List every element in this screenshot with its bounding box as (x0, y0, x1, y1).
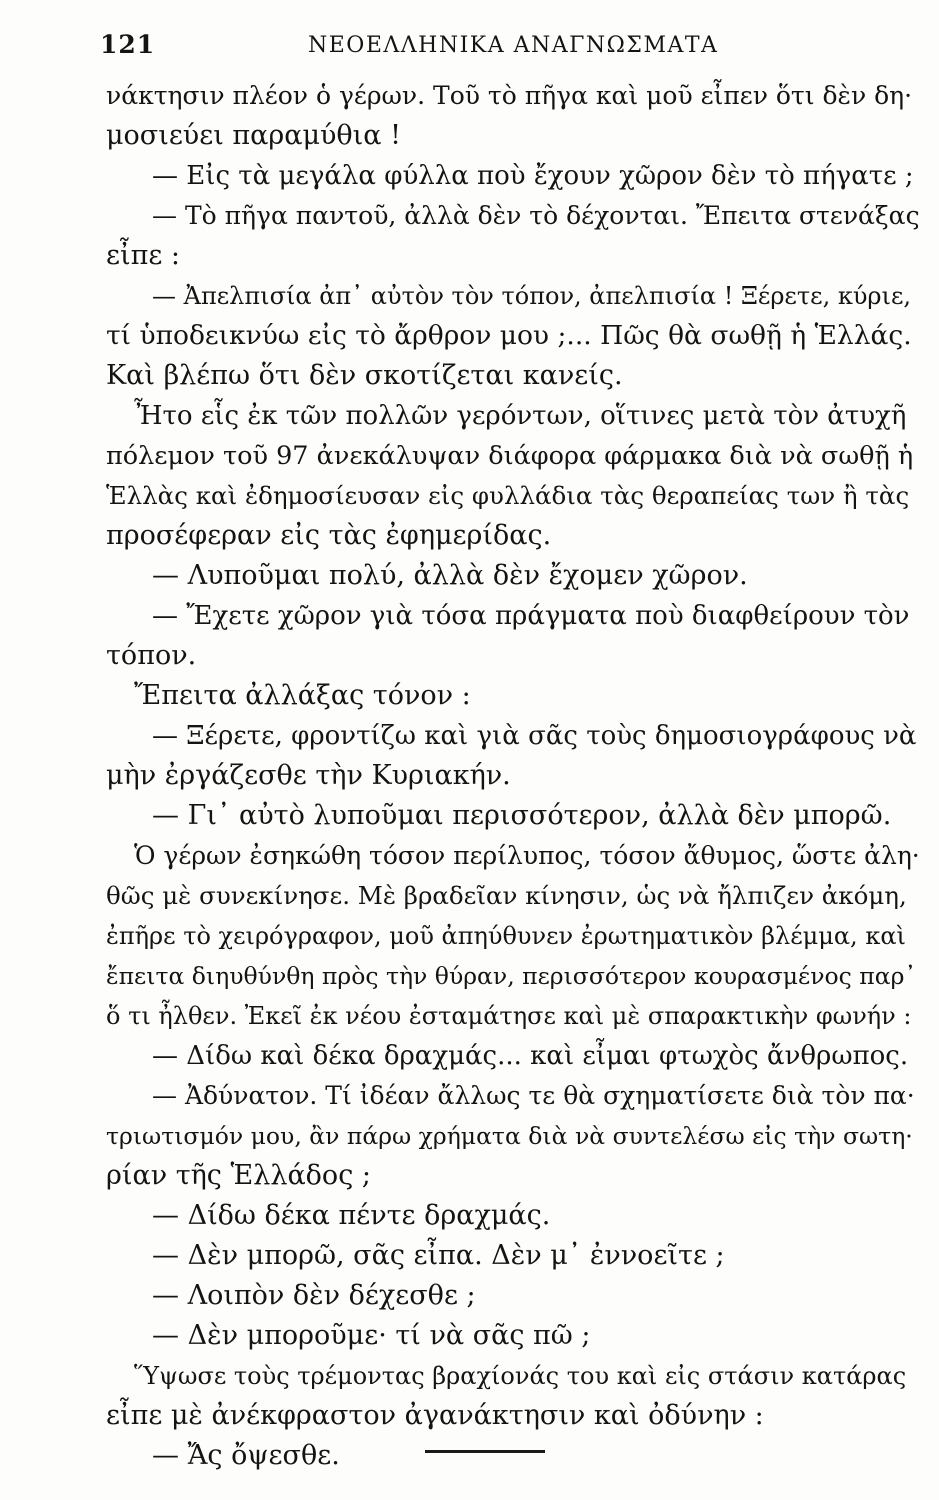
text-line: Ἑλλὰς καὶ ἐδημοσίευσαν εἰς φυλλάδια τὰς θεραπείας των ἢ τὰς (106, 481, 910, 510)
text-line: προσέφεραν εἰς τὰς ἐφημερίδας. (106, 520, 552, 551)
text-line: Ἔπειτα ἀλλάξας τόνον : (134, 680, 471, 711)
text-line: — Ἀπελπισία ἀπ᾽ αὐτὸν τὸν τόπον, ἀπελπισία ! Ξέρετε, κύριε, (152, 282, 911, 310)
text-line: — Γι᾽ αὐτὸ λυποῦμαι περισσότερον, ἀλλὰ δὲν μπορῶ. (152, 800, 892, 831)
text-line: — Ἀδύνατον. Τί ἰδέαν ἄλλως τε θὰ σχηματίσετε διὰ τὸν πα· (152, 1081, 915, 1110)
text-line: τί ὑποδεικνύω εἰς τὸ ἄρθρον μου ;... Πῶς θὰ σωθῇ ἡ Ἑλλάς. (106, 320, 912, 351)
text-line: — Εἰς τὰ μεγάλα φύλλα ποὺ ἔχουν χῶρον δὲν τὸ πήγατε ; (152, 161, 914, 191)
running-head: ΝΕΟΕΛΛΗΝΙΚΑ ΑΝΑΓΝΩΣΜΑΤΑ (308, 33, 719, 58)
text-line: ὅ τι ἦλθεν. Ἐκεῖ ἐκ νέου ἐσταμάτησε καὶ μὲ σπαρακτικὴν φωνήν : (106, 1002, 912, 1030)
text-line: Ἦτο εἷς ἐκ τῶν πολλῶν γερόντων, οἵτινες μετὰ τὸν ἀτυχῆ (134, 401, 907, 431)
text-line: ἔπειτα διηυθύνθη πρὸς τὴν θύραν, περισσότερον κουρασμένος παρ᾽ (106, 962, 917, 990)
body-text (106, 76, 920, 1476)
text-line: εἶπε μὲ ἀνέκφραστον ἀγανάκτησιν καὶ ὀδύνην : (106, 1400, 764, 1431)
text-line: — Λυποῦμαι πολύ, ἀλλὰ δὲν ἔχομεν χῶρον. (152, 560, 748, 591)
text-line: ρίαν τῆς Ἑλλάδος ; (106, 1160, 371, 1191)
text-line: εἶπε : (106, 240, 180, 271)
text-line: Ὁ γέρων ἐσηκώθη τόσον περίλυπος, τόσον ἄθυμος, ὥστε ἀλη· (134, 841, 920, 870)
page-number: 121 (100, 30, 156, 59)
end-rule (425, 1450, 545, 1453)
page-header (100, 30, 920, 66)
text-line: — Δὲν μποροῦμε· τί νὰ σᾶς πῶ ; (152, 1320, 591, 1351)
text-line: — Τὸ πῆγα παντοῦ, ἀλλὰ δὲν τὸ δέχονται. Ἔπειτα στενάξας (152, 201, 920, 230)
text-line: — Ἄς ὄψεσθε. (152, 1440, 340, 1471)
text-line: Καὶ βλέπω ὅτι δὲν σκοτίζεται κανείς. (106, 360, 623, 391)
text-line: — Δίδω καὶ δέκα δραχμάς... καὶ εἶμαι φτωχὸς ἄνθρωπος. (152, 1041, 909, 1071)
text-line: μοσιεύει παραμύθια ! (106, 120, 401, 151)
text-line: θῶς μὲ συνεκίνησε. Μὲ βραδεῖαν κίνησιν, ὡς νὰ ἤλπιζεν ἀκόμη, (106, 881, 907, 910)
text-line: τόπον. (106, 640, 197, 671)
text-line: — Ἔχετε χῶρον γιὰ τόσα πράγματα ποὺ διαφθείρουν τὸν (152, 601, 910, 631)
text-line: — Δίδω δέκα πέντε δραχμάς. (152, 1200, 551, 1231)
text-line: — Ξέρετε, φροντίζω καὶ γιὰ σᾶς τοὺς δημοσιογράφους νὰ (152, 721, 917, 751)
text-line: νάκτησιν πλέον ὁ γέρων. Τοῦ τὸ πῆγα καὶ μοῦ εἶπεν ὅτι δὲν δη· (106, 81, 913, 110)
text-line: τριωτισμόν μου, ἂν πάρω χρήματα διὰ νὰ συντελέσω εἰς τὴν σωτη· (106, 1122, 913, 1150)
text-line: — Δὲν μπορῶ, σᾶς εἶπα. Δὲν μ᾽ ἐννοεῖτε ; (152, 1240, 725, 1271)
text-line: πόλεμον τοῦ 97 ἀνεκάλυψαν διάφορα φάρμακα διὰ νὰ σωθῇ ἡ (106, 441, 914, 471)
text-line: ἐπῆρε τὸ χειρόγραφον, μοῦ ἀπηύθυνεν ἐρωτηματικὸν βλέμμα, καὶ (106, 922, 906, 950)
text-line: Ὕψωσε τοὺς τρέμοντας βραχίονάς του καὶ εἰς στάσιν κατάρας (134, 1362, 907, 1390)
text-line: — Λοιπὸν δὲν δέχεσθε ; (152, 1280, 476, 1311)
text-line: μὴν ἐργάζεσθε τὴν Κυριακήν. (106, 760, 511, 791)
